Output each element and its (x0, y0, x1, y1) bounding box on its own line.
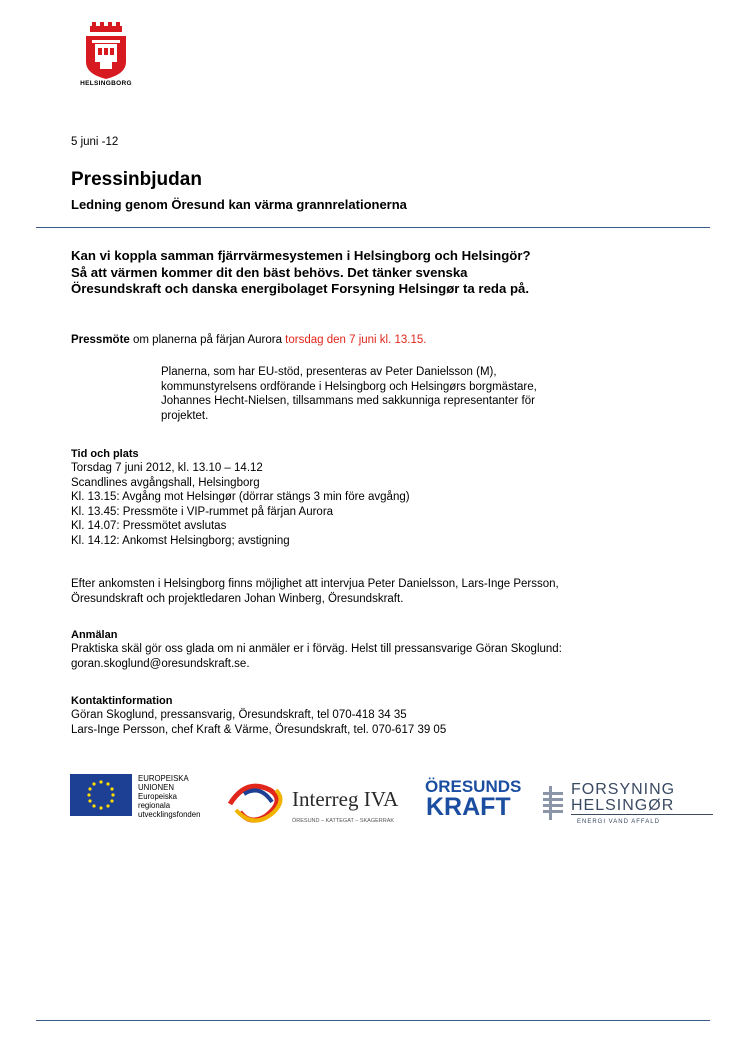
partner-logos (70, 774, 720, 830)
divider-bottom (36, 1020, 710, 1021)
after-text: Efter ankomsten i Helsingborg finns möjlighet att intervjua Peter Danielsson, Lars-Inge Persson, Öresundskraft och projektledaren Johan Winberg, Öresundskraft. (71, 578, 559, 605)
press-meeting-line (71, 334, 426, 346)
contact-line: Lars-Inge Persson, chef Kraft & Värme, Öresundskraft, tel. 070-617 39 05 (71, 723, 447, 736)
registration-section (71, 628, 571, 671)
time-place-line: Torsdag 7 juni 2012, kl. 13.10 – 14.12 (71, 462, 263, 474)
eu-logo (70, 774, 201, 821)
eu-text (138, 774, 200, 819)
logo-text: HELSINGBORG (80, 80, 132, 87)
time-place-line: Kl. 14.07: Pressmötet avslutas (71, 520, 227, 532)
kraft-text: KRAFT (426, 793, 511, 819)
press-datetime: torsdag den 7 juni kl. 13.15. (285, 334, 427, 346)
time-place-heading: Tid och plats (71, 448, 139, 460)
forsyning-logo (541, 778, 717, 833)
after-paragraph (71, 577, 571, 606)
oresundskraft-logo (425, 775, 531, 824)
registration-text: Praktiska skäl gör oss glada om ni anmäler er i förväg. Helst till pressansvarige Göran Skoglund: goran.skoglund@oresundskraft.se. (71, 643, 562, 670)
press-text: om planerna på färjan Aurora (129, 334, 286, 346)
contact-section (71, 694, 571, 737)
page-subtitle: Ledning genom Öresund kan värma grannrelationerna (71, 197, 407, 212)
forsyning-waves-icon (543, 786, 563, 820)
eu-line: regionala (138, 801, 171, 810)
forsyning-subtext: ENERGI VAND AFFALD (577, 819, 660, 825)
interreg-subtext: ÖRESUND – KATTEGAT – SKAGERRAK (292, 818, 395, 824)
helsingborg-logo (78, 22, 134, 92)
date: 5 juni -12 (71, 136, 119, 148)
oresunds-text: ÖRESUNDS (425, 777, 522, 796)
castle-crest-icon (78, 22, 134, 80)
interreg-swirl-icon (226, 776, 416, 832)
divider-top (36, 227, 710, 228)
time-place-line: Kl. 13.15: Avgång mot Helsingør (dörrar stängs 3 min före avgång) (71, 491, 410, 503)
eu-line: UNIONEN (138, 783, 174, 792)
eu-line: EUROPEISKA (138, 774, 189, 783)
registration-heading: Anmälan (71, 629, 118, 641)
contact-heading: Kontaktinformation (71, 695, 173, 707)
press-label: Pressmöte (71, 334, 130, 346)
eu-line: utvecklingsfonden (138, 810, 201, 819)
lead-paragraph: Kan vi koppla samman fjärrvärmesystemen i Helsingborg och Helsingör? Så att värmen kommer dit den bäst behövs. Det tänker svenska Öresundskraft och danska energibolaget Forsyning Helsingør ta reda på. (71, 248, 531, 296)
forsyning-wordmark (541, 778, 717, 828)
time-place-line: Kl. 13.45: Pressmöte i VIP-rummet på färjan Aurora (71, 505, 334, 518)
eu-flag-icon (70, 774, 132, 816)
interreg-logo (226, 776, 416, 837)
page-title: Pressinbjudan (71, 169, 202, 190)
forsyning-text: FORSYNING (571, 781, 676, 798)
indent-paragraph: Planerna, som har EU-stöd, presenteras av Peter Danielsson (M), kommunstyrelsens ordförande i Helsingborg och Helsingørs borgmästare, Johannes Hecht-Nielsen, tillsammans med sakkunniga representanter för projektet. (161, 366, 537, 422)
time-place-line: Kl. 14.12: Ankomst Helsingborg; avstigning (71, 534, 290, 547)
oresundskraft-wordmark (425, 775, 531, 819)
time-place-line: Scandlines avgångshall, Helsingborg (71, 476, 260, 489)
helsingor-text: HELSINGØR (571, 797, 675, 814)
contact-line: Göran Skoglund, pressansvarig, Öresundskraft, tel 070-418 34 35 (71, 709, 407, 721)
time-place-section (71, 447, 571, 548)
eu-line: Europeiska (138, 792, 178, 801)
interreg-text: Interreg IVA (292, 787, 399, 811)
